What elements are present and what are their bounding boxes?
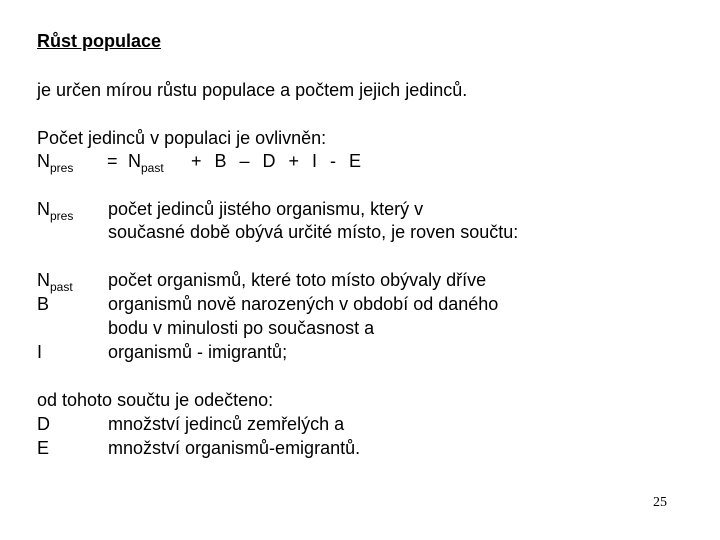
subtract-e-symbol: E [37, 438, 50, 458]
equation-rhs-symbol: N [128, 151, 141, 171]
page-title: Růst populace [37, 31, 162, 51]
def-i-text: organismů - imigrantů; [108, 342, 288, 362]
subtract-e-text: množství organismů-emigrantů. [108, 438, 361, 458]
def-npast-symbol: $N_{past}$ [37, 270, 73, 294]
def-npast-subscript: past [50, 280, 73, 294]
subtract-lead: od tohoto součtu je odečteno: [37, 390, 274, 410]
equation-lhs-symbol: N [37, 151, 50, 171]
def-b-line2: bodu v minulosti po současnost a [108, 318, 375, 338]
def-npast-text: počet organismů, které toto místo obývaly dříve [108, 270, 487, 290]
def-npres-line1: počet jedinců jistého organismu, který v [108, 199, 424, 219]
subtract-d-text: množství jedinců zemřelých a [108, 414, 345, 434]
def-i-symbol: I [37, 342, 43, 362]
def-npres-line2: současné době obývá určité místo, je roven součtu: [108, 222, 519, 242]
equation-equals: = [107, 151, 118, 171]
page-number: 25 [653, 495, 667, 510]
equation-lead: Počet jedinců v populaci je ovlivněn: [37, 128, 327, 148]
intro-text: je určen mírou růstu populace a počtem jejich jedinců. [37, 80, 468, 100]
equation [37, 150, 362, 175]
equation-rest: + B – D + I - E [191, 151, 362, 171]
equation-rhs-subscript: past [141, 161, 164, 175]
equation-lhs-subscript: pres [50, 161, 74, 175]
def-npres-symbol: $N_{pres}$ [37, 199, 74, 223]
def-b-line1: organismů nově narozených v období od daného [108, 294, 499, 314]
subtract-d-symbol: D [37, 414, 50, 434]
def-npres-subscript: pres [50, 209, 74, 223]
def-b-symbol: B [37, 294, 50, 314]
